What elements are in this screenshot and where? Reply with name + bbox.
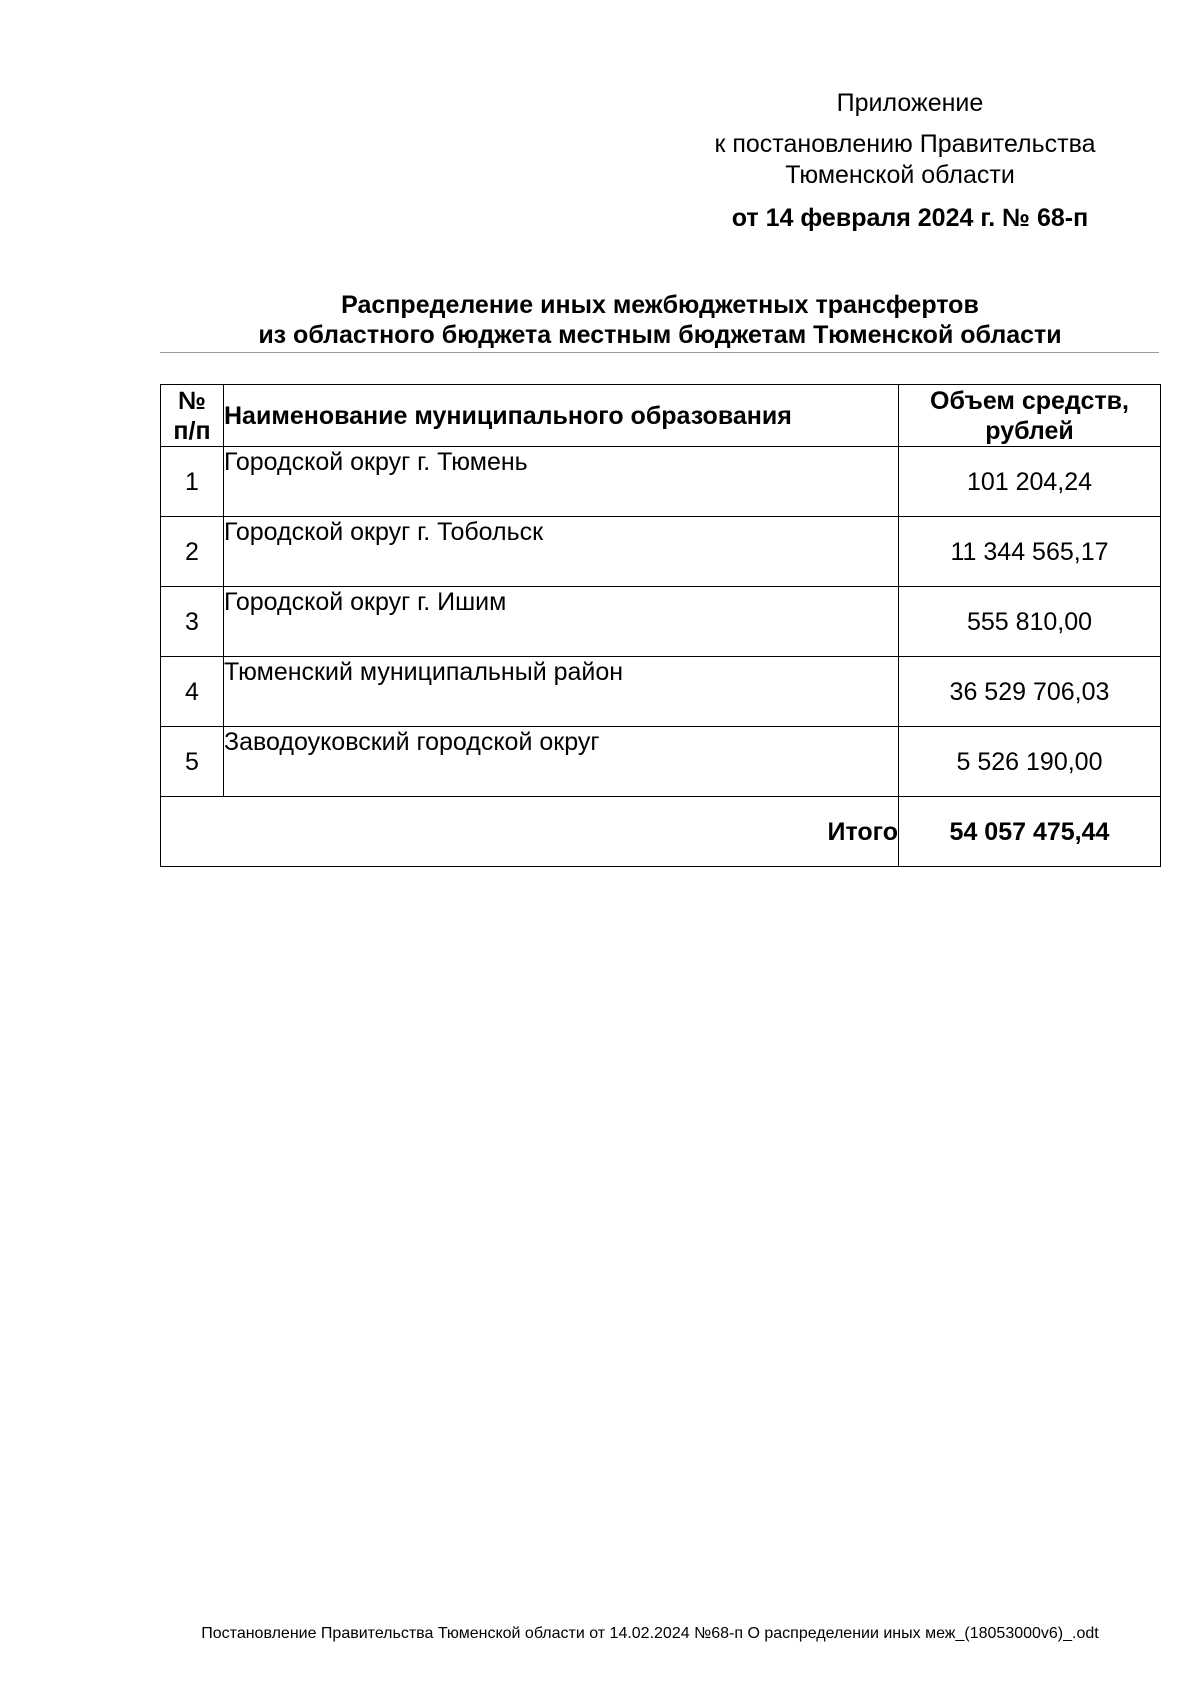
- total-amount: 54 057 475,44: [899, 797, 1161, 867]
- municipality-name: Городской округ г. Тобольск: [224, 517, 899, 587]
- column-header-amount-line1: Объем средств,: [930, 386, 1129, 415]
- resolution-date-number: от 14 февраля 2024 г. № 68-п: [731, 204, 1089, 232]
- column-header-name: Наименование муниципального образования: [224, 385, 899, 447]
- table-row: [161, 587, 1161, 657]
- table-row: [161, 727, 1161, 797]
- appendix-label: Приложение: [836, 89, 984, 117]
- table-header-row: [161, 385, 1161, 447]
- column-header-amount: [899, 385, 1161, 447]
- municipality-name: Городской округ г. Тюмень: [224, 447, 899, 517]
- amount-value: 11 344 565,17: [899, 517, 1161, 587]
- row-number: 2: [161, 517, 224, 587]
- amount-value: 36 529 706,03: [899, 657, 1161, 727]
- column-header-number-line2: п/п: [173, 416, 211, 445]
- amount-value: 5 526 190,00: [899, 727, 1161, 797]
- table-row: [161, 517, 1161, 587]
- title-divider: [160, 352, 1159, 353]
- row-number: 5: [161, 727, 224, 797]
- document-title-line-1: Распределение иных межбюджетных трансфертов: [341, 291, 979, 319]
- column-header-amount-line2: рублей: [985, 416, 1074, 445]
- column-header-number: [161, 385, 224, 447]
- municipality-name: Заводоуковский городской округ: [224, 727, 899, 797]
- resolution-reference: к постановлению Правительства: [714, 130, 1096, 158]
- table-row: [161, 657, 1161, 727]
- region-name: Тюменской области: [785, 161, 1015, 189]
- table-row: [161, 447, 1161, 517]
- distribution-table: [160, 384, 1161, 867]
- total-row: [161, 797, 1161, 867]
- column-header-number-line1: №: [178, 386, 206, 415]
- row-number: 3: [161, 587, 224, 657]
- amount-value: 555 810,00: [899, 587, 1161, 657]
- total-label: Итого: [161, 797, 899, 867]
- row-number: 4: [161, 657, 224, 727]
- document-footer: Постановление Правительства Тюменской области от 14.02.2024 №68-п О распределении иных меж_(18053000v6)_.odt: [201, 1625, 1099, 1642]
- municipality-name: Тюменский муниципальный район: [224, 657, 899, 727]
- municipality-name: Городской округ г. Ишим: [224, 587, 899, 657]
- amount-value: 101 204,24: [899, 447, 1161, 517]
- document-title-line-2: из областного бюджета местным бюджетам Тюменской области: [258, 321, 1062, 349]
- row-number: 1: [161, 447, 224, 517]
